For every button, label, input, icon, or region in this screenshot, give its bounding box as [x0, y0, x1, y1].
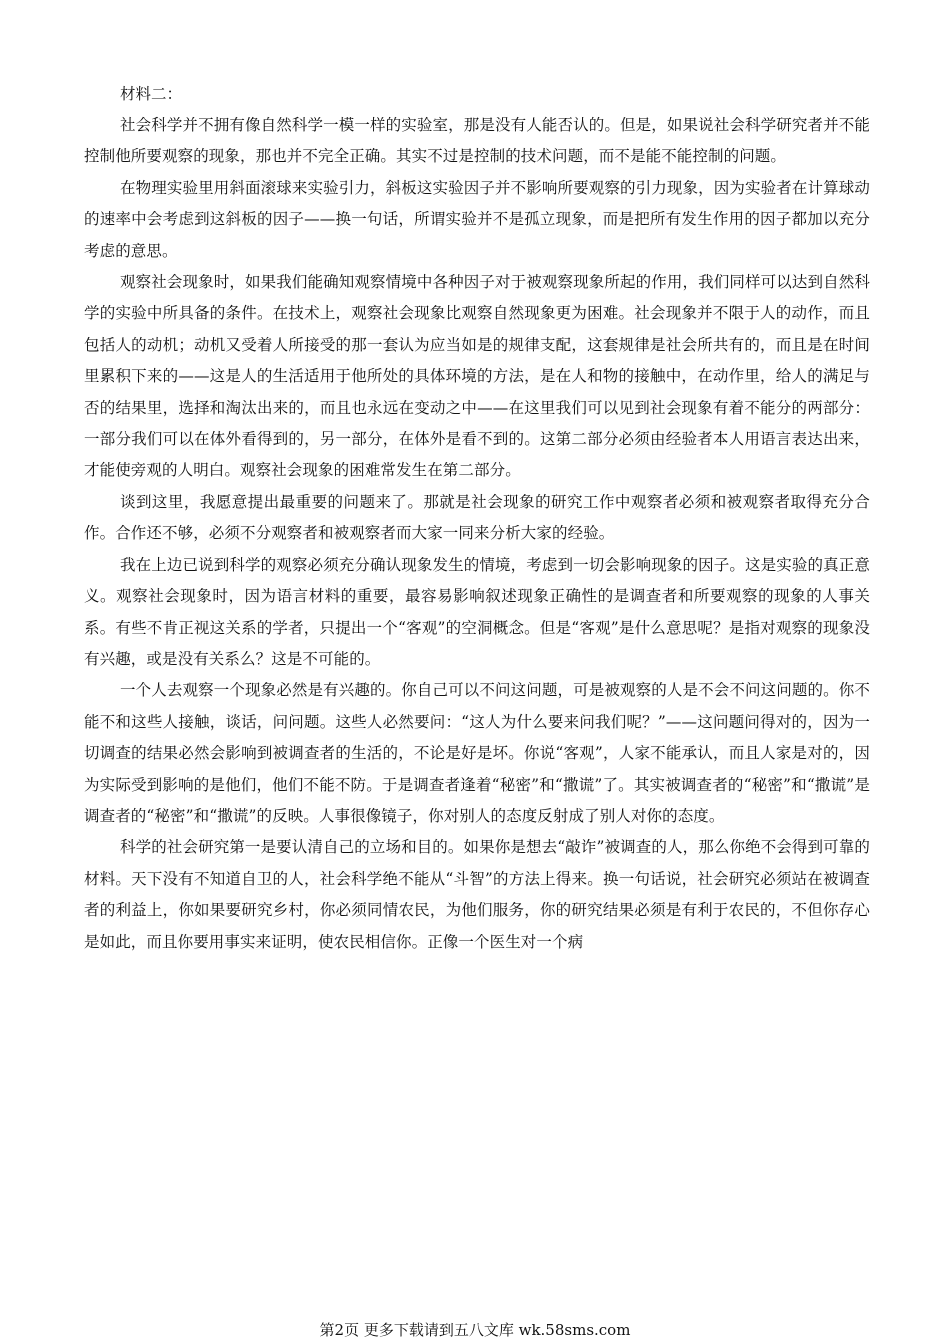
paragraph-4: 谈到这里，我愿意提出最重要的问题来了。那就是社会现象的研究工作中观察者必须和被观察者取得充分合作。合作还不够，必须不分观察者和被观察者而大家一同来分析大家的经验。: [84, 492, 870, 543]
paragraph-5: 我在上边已说到科学的观察必须充分确认现象发生的情境，考虑到一切会影响现象的因子。这是实验的真正意义。观察社会现象时，因为语言材料的重要，最容易影响叙述现象正确性的是调查者和所要观察的现象的人事关系。有些不肯正视这关系的学者，只提出一个“客观”的空洞概念。但是“客观”是什么意思呢？是指对观察的现象没有兴趣，或是没有关系么？这是不可能的。: [84, 555, 870, 668]
paragraph-7: 科学的社会研究第一是要认清自己的立场和目的。如果你是想去“敲诈”被调查的人，那么你绝不会得到可靠的材料。天下没有不知道自卫的人，社会科学绝不能从“斗智”的方法上得来。换一句话说，社会研究必须站在被调查者的利益上，你如果要研究乡村，你必须同情农民，为他们服务，你的研究结果必须是有利于农民的，不但你存心是如此，而且你要用事实来证明，使农民相信你。正像一个医生对一个病: [84, 838, 870, 951]
paragraph-2: 在物理实验里用斜面滚球来实验引力，斜板这实验因子并不影响所要观察的引力现象，因为实验者在计算球动的速率中会考虑到这斜板的因子——换一句话，所谓实验并不是孤立现象，而是把所有发生作用的因子都加以充分考虑的意思。: [84, 178, 870, 260]
paragraph-3: 观察社会现象时，如果我们能确知观察情境中各种因子对于被观察现象所起的作用，我们同样可以达到自然科学的实验中所具备的条件。在技术上，观察社会现象比观察自然现象更为困难。社会现象并不限于人的动作，而且包括人的动机；动机又受着人所接受的那一套认为应当如是的规律支配，这套规律是社会所共有的，而且是在时间里累积下来的——这是人的生活适用于他所处的具体环境的方法，是在人和物的接触中，在动作里，给人的满足与否的结果里，选择和淘汰出来的，而且也永远在变动之中——在这里我们可以见到社会现象有着不能分的两部分：一部分我们可以在体外看得到的，另一部分，在体外是看不到的。这第二部分必须由经验者本人用语言表达出来，才能使旁观的人明白。观察社会现象的困难常发生在第二部分。: [84, 273, 870, 480]
document-body: [84, 78, 870, 958]
paragraph-1: 社会科学并不拥有像自然科学一模一样的实验室，那是没有人能否认的。但是，如果说社会科学研究者并不能控制他所要观察的现象，那也并不完全正确。其实不过是控制的技术问题，而不是能不能控制的问题。: [84, 116, 870, 166]
page-footer: 第2页 更多下载请到五八文库 wk.58sms.com: [319, 1321, 631, 1339]
paragraph-6: 一个人去观察一个现象必然是有兴趣的。你自己可以不问这问题，可是被观察的人是不会不问这问题的。你不能不和这些人接触，谈话，问问题。这些人必然要问：“这人为什么要来问我们呢？”——这问题问得对的，因为一切调查的结果必然会影响到被调查者的生活的，不论是好是坏。你说“客观”，人家不能承认，而且人家是对的，因为实际受到影响的是他们，他们不能不防。于是调查者逢着“秘密”和“撒谎”了。其实被调查者的“秘密”和“撒谎”是调查者的“秘密”和“撒谎”的反映。人事很像镜子，你对别人的态度反射成了别人对你的态度。: [84, 681, 870, 825]
section-heading: 材料二：: [120, 85, 183, 103]
